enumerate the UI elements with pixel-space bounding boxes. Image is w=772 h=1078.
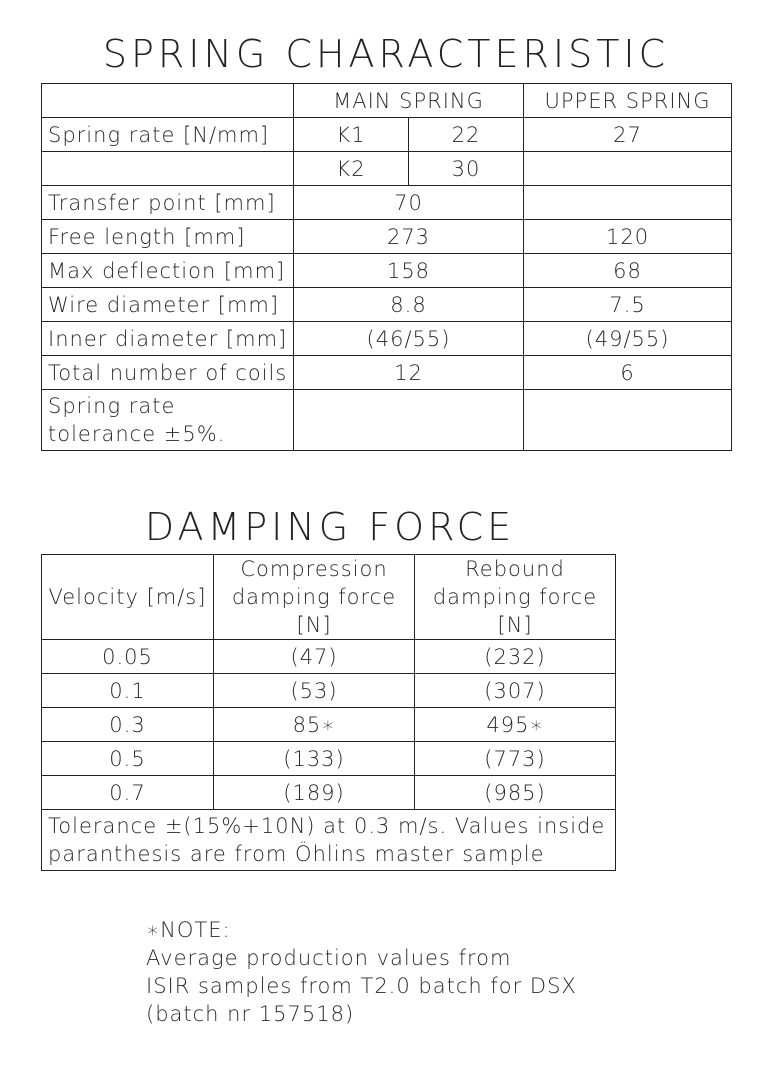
empty-cell [294,390,524,451]
table-row [42,186,732,220]
table-row [42,356,732,390]
table-row [42,288,732,322]
transfer-point-main: 70 [294,186,524,220]
velocity-cell: 0.1 [42,674,214,708]
rebound-header-line-1: Rebound [465,557,565,581]
compression-header-line-1: Compression [240,557,388,581]
table-row [42,640,616,674]
rebound-header-line-2: damping force [N] [432,585,598,637]
empty-cell [42,152,294,186]
velocity-cell: 0.05 [42,640,214,674]
compression-cell: (53) [214,674,415,708]
spring-characteristic-title: SPRING CHARACTERISTIC [102,32,670,76]
inner-diameter-label: Inner diameter [mm] [42,322,294,356]
table-row [42,84,732,118]
empty-cell [524,152,732,186]
transfer-point-upper [524,186,732,220]
table-row [42,254,732,288]
k2-label: K2 [294,152,409,186]
table-row [42,220,732,254]
max-deflection-upper: 68 [524,254,732,288]
k1-label: K1 [294,118,409,152]
max-deflection-label: Max deflection [mm] [42,254,294,288]
tolerance-line-1: Spring rate [48,394,176,418]
table-row [42,708,616,742]
compression-cell: 85∗ [214,708,415,742]
velocity-cell: 0.3 [42,708,214,742]
table-footer-row [42,810,616,871]
spring-rate-label: Spring rate [N/mm] [42,118,294,152]
table-row [42,152,732,186]
inner-diameter-upper: (49/55) [524,322,732,356]
table-header-row [42,555,616,640]
rebound-cell: (232) [415,640,616,674]
damping-tolerance-note [42,810,616,871]
velocity-cell: 0.5 [42,742,214,776]
velocity-header: Velocity [m/s] [42,555,214,640]
footer-line-1: Tolerance ±(15%+10N) at 0.3 m/s. Values inside [48,814,606,838]
rebound-cell: 495∗ [415,708,616,742]
rebound-header [415,555,616,640]
wire-diameter-main: 8.8 [294,288,524,322]
note-line-2: ISIR samples from T2.0 batch for DSX [146,974,577,998]
k2-value: 30 [409,152,524,186]
table-row [42,322,732,356]
wire-diameter-upper: 7.5 [524,288,732,322]
k1-value: 22 [409,118,524,152]
transfer-point-label: Transfer point [mm] [42,186,294,220]
table-row [42,118,732,152]
note-line-3: (batch nr 157518) [146,1002,355,1026]
note-heading: ∗NOTE: [146,918,231,942]
spring-characteristic-table [41,83,732,451]
compression-header [214,555,415,640]
wire-diameter-label: Wire diameter [mm] [42,288,294,322]
damping-force-table [41,554,616,871]
main-spring-header: MAIN SPRING [294,84,524,118]
table-row [42,776,616,810]
compression-header-line-2: damping force [N] [231,585,397,637]
rebound-cell: (985) [415,776,616,810]
upper-spring-rate: 27 [524,118,732,152]
empty-cell [42,84,294,118]
total-coils-main: 12 [294,356,524,390]
note-line-1: Average production values from [146,946,512,970]
compression-cell: (189) [214,776,415,810]
damping-force-title: DAMPING FORCE [144,505,516,549]
table-row [42,674,616,708]
compression-cell: (47) [214,640,415,674]
total-coils-label: Total number of coils [42,356,294,390]
velocity-cell: 0.7 [42,776,214,810]
total-coils-upper: 6 [524,356,732,390]
spring-rate-tolerance [42,390,294,451]
tolerance-line-2: tolerance ±5%. [48,422,226,446]
production-note [146,916,577,1028]
upper-spring-header: UPPER SPRING [524,84,732,118]
table-row [42,742,616,776]
table-row [42,390,732,451]
rebound-cell: (773) [415,742,616,776]
max-deflection-main: 158 [294,254,524,288]
footer-line-2: paranthesis are from Öhlins master sample [48,842,545,866]
empty-cell [524,390,732,451]
rebound-cell: (307) [415,674,616,708]
free-length-upper: 120 [524,220,732,254]
inner-diameter-main: (46/55) [294,322,524,356]
free-length-main: 273 [294,220,524,254]
free-length-label: Free length [mm] [42,220,294,254]
compression-cell: (133) [214,742,415,776]
